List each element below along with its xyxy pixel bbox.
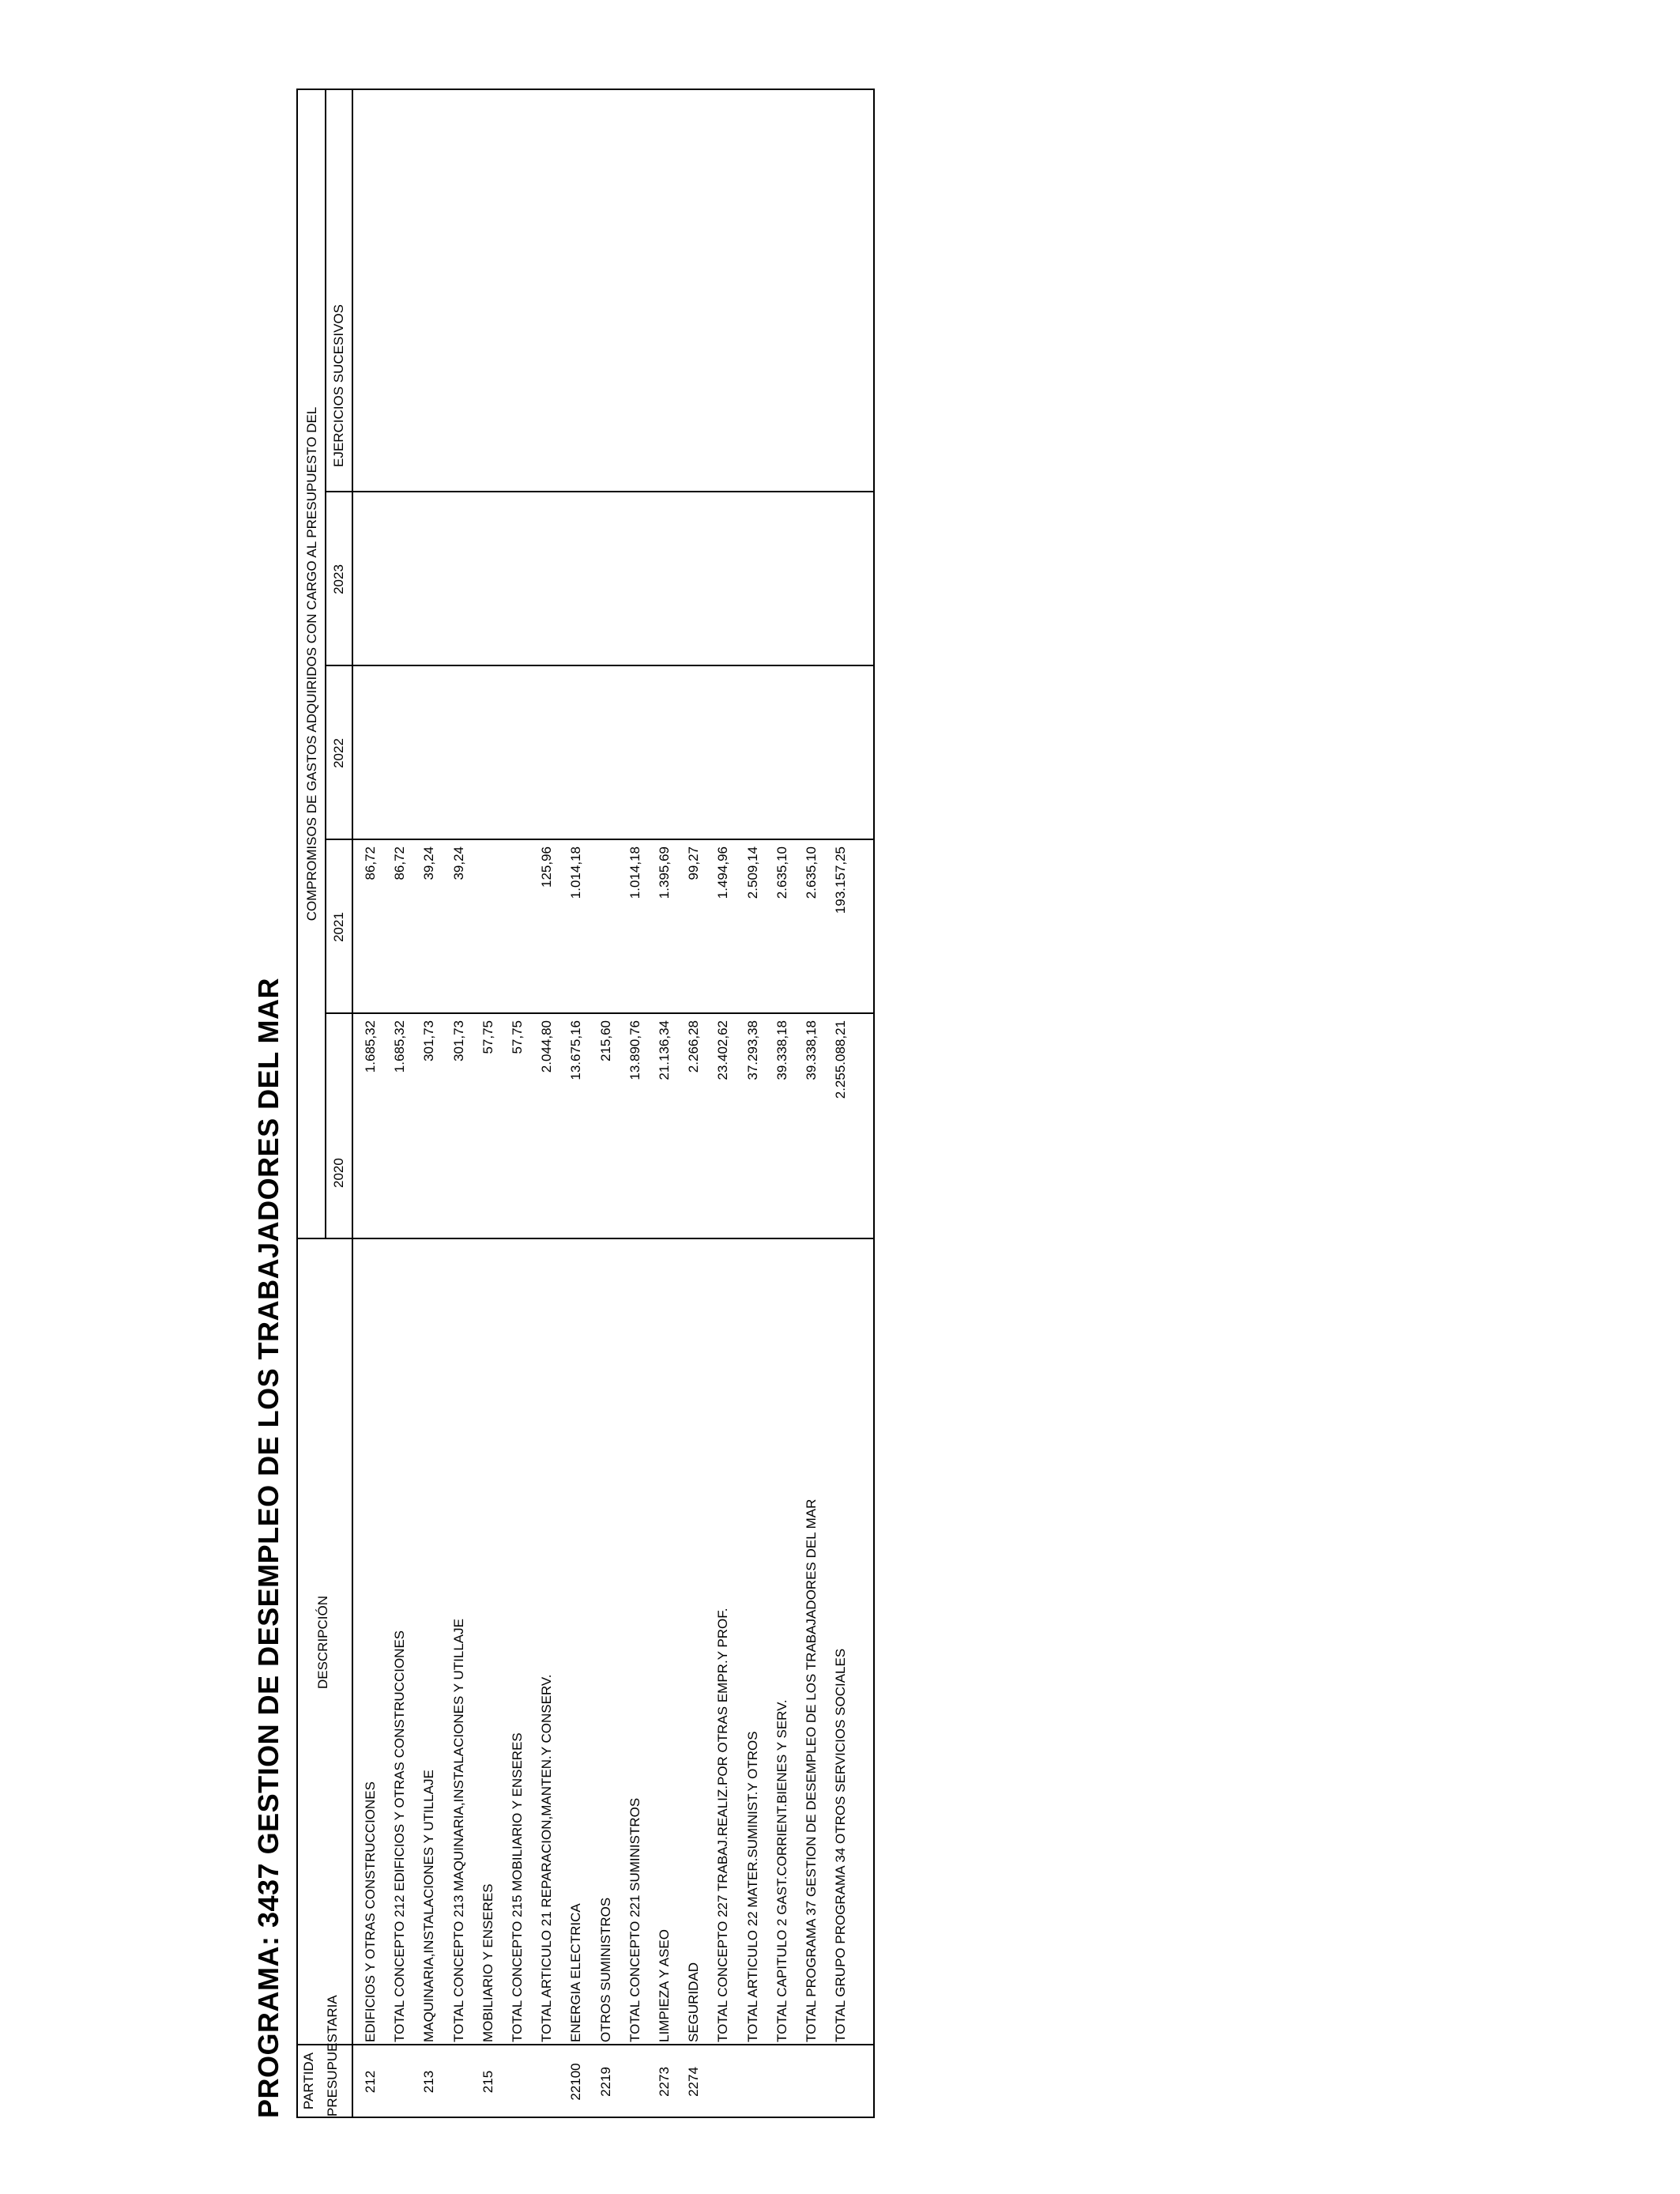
header-descripcion: DESCRIPCIÓN bbox=[315, 1595, 330, 1690]
row-description: TOTAL ARTICULO 21 REPARACION,MANTEN.Y CONSERV. bbox=[539, 1674, 555, 2042]
row-partida-code: 213 bbox=[421, 2070, 437, 2094]
row-value-2020: 57,75 bbox=[480, 1020, 495, 1054]
row-description: TOTAL ARTICULO 22 MATER.SUMINIST.Y OTROS bbox=[744, 1731, 760, 2042]
row-partida-code bbox=[503, 2047, 532, 2117]
row-description: TOTAL CONCEPTO 221 SUMINISTROS bbox=[627, 1797, 642, 2042]
row-value-2020: 37.293,38 bbox=[744, 1020, 760, 1080]
header-partida: PARTIDA bbox=[301, 2052, 316, 2110]
row-value-2021: 2.635,10 bbox=[774, 846, 789, 899]
row-description: TOTAL PROGRAMA 37 GESTION DE DESEMPLEO DE LOS TRABAJADORES DEL MAR bbox=[804, 1498, 819, 2042]
column-divider bbox=[326, 491, 873, 492]
row-description: TOTAL CONCEPTO 215 MOBILIARIO Y ENSERES bbox=[510, 1732, 525, 2042]
budget-table bbox=[296, 89, 875, 2118]
row-description: TOTAL GRUPO PROGRAMA 34 OTROS SERVICIOS SOCIALES bbox=[833, 1648, 849, 2042]
row-partida-code bbox=[827, 2047, 855, 2117]
row-description: TOTAL CONCEPTO 227 TRABAJ.REALIZ.POR OTRAS EMPR.Y PROF. bbox=[715, 1608, 731, 2042]
column-divider bbox=[326, 665, 873, 666]
row-value-2020: 2.266,28 bbox=[686, 1020, 702, 1073]
row-description: MOBILIARIO Y ENSERES bbox=[480, 1883, 495, 2042]
row-value-2020: 57,75 bbox=[510, 1020, 525, 1054]
row-partida-code bbox=[533, 2047, 561, 2117]
row-partida-code bbox=[797, 2047, 826, 2117]
row-description: SEGURIDAD bbox=[686, 1962, 702, 2042]
row-value-2021: 86,72 bbox=[392, 846, 408, 880]
row-value-2021: 2.509,14 bbox=[744, 846, 760, 899]
row-value-2021: 86,72 bbox=[363, 846, 378, 880]
row-partida-code bbox=[709, 2047, 737, 2117]
row-partida-code bbox=[768, 2047, 797, 2117]
row-description: EDIFICIOS Y OTRAS CONSTRUCCIONES bbox=[363, 1781, 378, 2042]
column-divider bbox=[326, 839, 873, 840]
row-value-2021: 2.635,10 bbox=[804, 846, 819, 899]
row-value-2020: 13.890,76 bbox=[627, 1020, 642, 1080]
row-description: TOTAL CONCEPTO 213 MAQUINARIA,INSTALACIONES Y UTILLAJE bbox=[450, 1619, 466, 2042]
row-value-2021 bbox=[474, 846, 503, 1014]
row-description: OTROS SUMINISTROS bbox=[597, 1897, 613, 2042]
row-value-2020: 1.685,32 bbox=[392, 1020, 408, 1073]
row-partida-code bbox=[739, 2047, 767, 2117]
page-title: PROGRAMA: 3437 GESTION DE DESEMPLEO DE LOS TRABAJADORES DEL MAR bbox=[252, 977, 284, 2118]
row-value-2021 bbox=[592, 846, 620, 1014]
header-bottom-rule bbox=[352, 90, 353, 2117]
row-value-2020: 2.255.088,21 bbox=[833, 1020, 849, 1099]
row-partida-code: 215 bbox=[480, 2070, 495, 2094]
row-value-2020: 21.136,34 bbox=[657, 1020, 672, 1080]
row-value-2020: 215,60 bbox=[597, 1020, 613, 1061]
row-value-2020: 39.338,18 bbox=[804, 1020, 819, 1080]
row-value-2020: 301,73 bbox=[450, 1020, 466, 1061]
row-value-2020: 2.044,80 bbox=[539, 1020, 555, 1073]
row-description: LIMPIEZA Y ASEO bbox=[657, 1929, 672, 2042]
row-partida-code: 212 bbox=[363, 2070, 378, 2094]
row-value-2021: 1.395,69 bbox=[657, 846, 672, 899]
row-description: ENERGIA ELECTRICA bbox=[568, 1903, 584, 2042]
row-partida-code bbox=[445, 2047, 473, 2117]
row-value-2021: 39,24 bbox=[450, 846, 466, 880]
column-divider bbox=[298, 2044, 873, 2045]
header-ejercicios-sucesivos: EJERCICIOS SUCESIVOS bbox=[331, 304, 346, 467]
row-value-2020: 39.338,18 bbox=[774, 1020, 789, 1080]
row-partida-code bbox=[621, 2047, 650, 2117]
row-description: TOTAL CAPITULO 2 GAST.CORRIENT.BIENES Y SERV. bbox=[774, 1699, 789, 2042]
row-partida-code bbox=[386, 2047, 414, 2117]
row-value-2021: 1.494,96 bbox=[715, 846, 731, 899]
header-divider bbox=[325, 90, 326, 1239]
header-presupuestaria: PRESUPUESTARIA bbox=[325, 1995, 340, 2117]
header-year-2023: 2023 bbox=[331, 564, 346, 594]
row-value-2020: 23.402,62 bbox=[715, 1020, 731, 1080]
header-compromisos: COMPROMISOS DE GASTOS ADQUIRIDOS CON CARGO AL PRESUPUESTO DEL bbox=[304, 406, 319, 922]
row-value-2021: 99,27 bbox=[686, 846, 702, 880]
header-year-2022: 2022 bbox=[331, 738, 346, 768]
rotated-page bbox=[241, 63, 873, 2118]
row-description: MAQUINARIA,INSTALACIONES Y UTILLAJE bbox=[421, 1770, 437, 2042]
row-value-2021 bbox=[503, 846, 532, 1014]
row-value-2021: 1.014,18 bbox=[627, 846, 642, 899]
row-value-2021: 193.157,25 bbox=[833, 846, 849, 914]
row-value-2020: 1.685,32 bbox=[363, 1020, 378, 1073]
row-partida-code: 2274 bbox=[686, 2067, 702, 2097]
row-value-2021: 39,24 bbox=[421, 846, 437, 880]
row-value-2021: 1.014,18 bbox=[568, 846, 584, 899]
row-partida-code: 2219 bbox=[597, 2067, 613, 2097]
row-partida-code: 2273 bbox=[657, 2067, 672, 2097]
header-year-2020: 2020 bbox=[331, 1158, 346, 1188]
row-value-2021: 125,96 bbox=[539, 846, 555, 888]
row-value-2020: 301,73 bbox=[421, 1020, 437, 1061]
header-year-2021: 2021 bbox=[331, 912, 346, 942]
row-value-2020: 13.675,16 bbox=[568, 1020, 584, 1080]
row-partida-code: 22100 bbox=[568, 2063, 584, 2101]
row-description: TOTAL CONCEPTO 212 EDIFICIOS Y OTRAS CONSTRUCCIONES bbox=[392, 1630, 408, 2042]
